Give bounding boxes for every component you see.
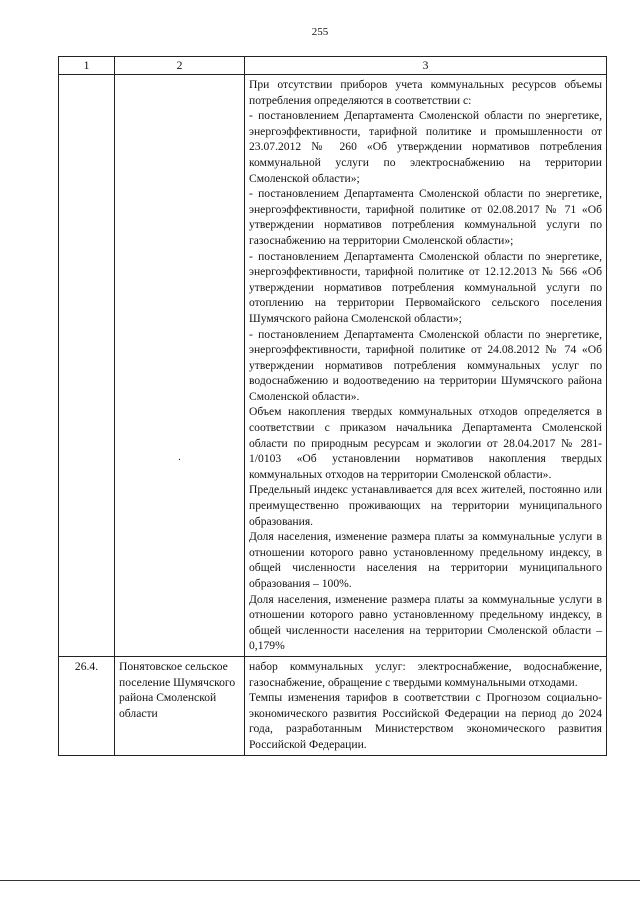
paragraph: Доля населения, изменение размера платы за коммунальные услуги в отношении которого равно установленному предельному индексу, в общей численности населения на территории муниципального образования – 100%. <box>249 530 602 590</box>
paragraph: - постановлением Департамента Смоленской области по энергетике, энергоэффективности, тарифной политике от 24.08.2012 № 74 «Об утверждении нормативов потребления коммунальных услуг по водоснабжению и водоотведению на территории Шумячского района Смоленской области». <box>249 327 602 403</box>
page-number: 255 <box>311 26 329 38</box>
table-row <box>59 75 607 657</box>
paragraph: Доля населения, изменение размера платы за коммунальные услуги в отношении которого равно установленному предельному индексу, в общей численности населения на территории Смоленской области – 0,179% <box>249 592 602 653</box>
settlement-name: Понятовское сельское поселение Шумячского района Смоленской области <box>119 659 236 720</box>
row-number: 26.4. <box>74 659 99 673</box>
row-number-cell <box>59 656 115 755</box>
paragraph: Объем накопления твердых коммунальных отходов определяется в соответствии с приказом начальника Департамента Смоленской области по природным ресурсам и экологии от 28.04.2017 № 281-1/0103 «Об установлении нормативов накопления твердых коммунальных отходов на территории Смоленской области». <box>249 405 602 481</box>
description-cell <box>245 75 607 657</box>
row-number-cell <box>59 75 115 657</box>
column-header-3: 3 <box>245 57 607 75</box>
settlement-name-cell <box>115 656 245 755</box>
column-header-1: 1 <box>59 57 115 75</box>
paragraph: Темпы изменения тарифов в соответствии с Прогнозом социально-экономического развития Российской Федерации на период до 2024 года, разработанным Министерством экономического развития Российской Федерации. <box>249 691 602 751</box>
table-row <box>59 656 607 755</box>
paragraph: - постановлением Департамента Смоленской области по энергетике, энергоэффективности, тарифной политике от 02.08.2017 № 71 «Об утверждении нормативов потребления коммунальной услуги по газоснабжению на территории Смоленской области»; <box>249 187 602 247</box>
column-header-2: 2 <box>115 57 245 75</box>
paragraph: - постановлением Департамента Смоленской области по энергетике, энергоэффективности, тарифной политике от 12.12.2013 № 566 «Об утверждении нормативов потребления коммунальной услуги по отоплению на территории Первомайского сельского поселения Шумячского района Смоленской области»; <box>249 249 602 325</box>
paragraph: При отсутствии приборов учета коммунальных ресурсов объемы потребления определяются в соответствии с: <box>249 78 602 107</box>
scan-mark: · <box>177 455 182 466</box>
description-cell <box>245 656 607 755</box>
paragraph: Предельный индекс устанавливается для всех жителей, постоянно или преимущественно проживающих на территории муниципального образования. <box>249 483 602 528</box>
document-table <box>58 56 607 756</box>
settlement-name-cell <box>115 75 245 657</box>
page-bottom-rule <box>0 880 640 881</box>
paragraph: набор коммунальных услуг: электроснабжение, водоснабжение, газоснабжение, обращение с твердыми коммунальными отходами. <box>249 659 602 689</box>
table-header-row <box>59 57 607 75</box>
paragraph: - постановлением Департамента Смоленской области по энергетике, энергоэффективности, тарифной политике и промышленности от 23.07.2012 № 260 «Об утверждении нормативов потребления коммунальной услуги по электроснабжению на территории Смоленской области»; <box>249 109 602 185</box>
